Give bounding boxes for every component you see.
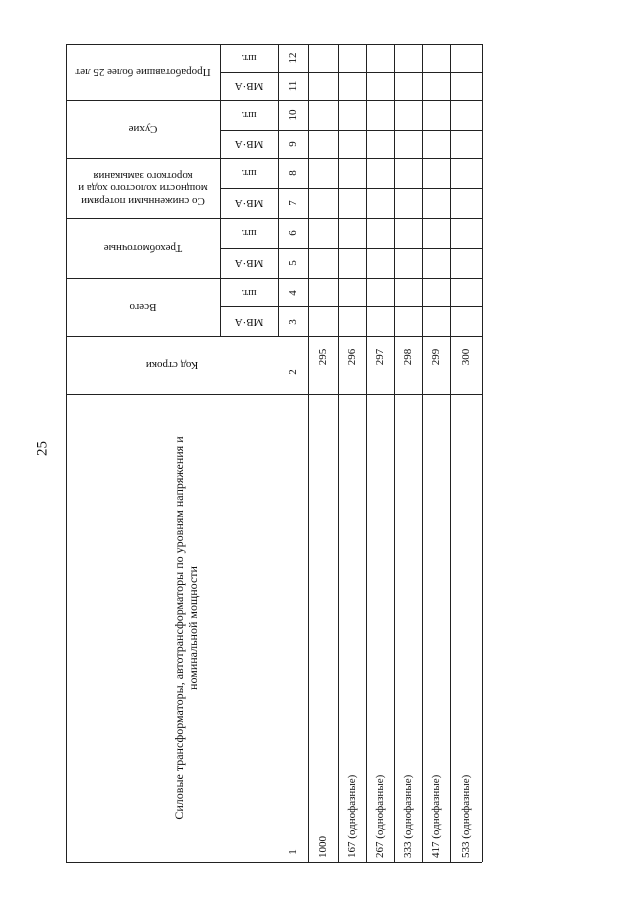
row-line	[394, 44, 395, 862]
row-line	[278, 44, 279, 336]
col-line	[66, 100, 482, 101]
column-number: 7	[286, 200, 299, 206]
subcol-line	[220, 306, 482, 307]
row-line	[450, 44, 451, 862]
column-number: 4	[286, 289, 299, 296]
group-header-1: Всего	[129, 301, 157, 314]
row-name: 167 (однофазные)	[345, 774, 358, 858]
table-border-left	[66, 44, 67, 862]
code-col-line	[66, 394, 482, 395]
column-number: 2	[286, 369, 299, 375]
subcol-line	[220, 188, 482, 189]
group-header-5: Проработавшие более 25 лет	[75, 66, 211, 79]
row-line	[308, 44, 309, 862]
col-line	[66, 218, 482, 219]
unit-label: шт.	[241, 286, 257, 299]
unit-label: шт.	[241, 52, 257, 65]
row-code: 297	[373, 348, 386, 366]
unit-label: шт.	[241, 167, 257, 180]
row-code: 299	[429, 348, 442, 366]
column-number: 1	[286, 849, 299, 855]
row-line	[220, 44, 221, 336]
unit-label: МВ·А	[234, 315, 264, 328]
column-number: 10	[286, 109, 299, 120]
column-number: 9	[286, 140, 299, 147]
column-number: 12	[286, 52, 299, 64]
unit-label: МВ·А	[234, 137, 264, 150]
unit-label: МВ·А	[234, 197, 264, 210]
row-name: 333 (однофазные)	[401, 774, 414, 858]
column-number: 5	[286, 260, 299, 266]
row-code: 296	[345, 348, 358, 366]
main-header: Силовые трансформаторы, автотрансформаторы по уровням напряжения и номинальной мощности	[172, 436, 200, 820]
column-number: 3	[286, 318, 299, 325]
subcol-line	[220, 72, 482, 73]
row-name: 417 (однофазные)	[429, 774, 442, 858]
group-header-4: Сухие	[128, 123, 158, 136]
group-header-2: Трехобмоточные	[103, 242, 183, 255]
col-line	[66, 336, 482, 337]
row-line	[422, 44, 423, 862]
row-name: 267 (однофазные)	[373, 774, 386, 858]
row-line	[366, 44, 367, 862]
unit-label: шт.	[241, 227, 257, 240]
column-number: 6	[286, 230, 299, 236]
unit-label: МВ·А	[234, 257, 264, 270]
group-header-3: Со сниженными потерями мощности холостого хода и короткого замыкания	[78, 169, 208, 207]
unit-label: шт.	[241, 108, 257, 121]
row-line	[338, 44, 339, 862]
page-number: 25	[34, 441, 51, 456]
row-code: 295	[316, 348, 329, 366]
table-border-top	[66, 44, 482, 45]
row-code: 300	[459, 348, 472, 366]
unit-label: МВ·А	[234, 80, 264, 93]
table-border-bottom	[66, 862, 482, 863]
subcol-line	[220, 248, 482, 249]
column-number: 8	[286, 170, 299, 176]
subcol-line	[220, 130, 482, 131]
row-name: 533 (однофазные)	[459, 774, 472, 858]
row-code: 298	[401, 348, 414, 366]
table-border-right	[482, 44, 483, 862]
column-number: 11	[286, 80, 299, 92]
col-line	[66, 278, 482, 279]
col-line	[66, 158, 482, 159]
code-header: Код строки	[145, 359, 199, 372]
row-name: 1000	[316, 836, 329, 858]
